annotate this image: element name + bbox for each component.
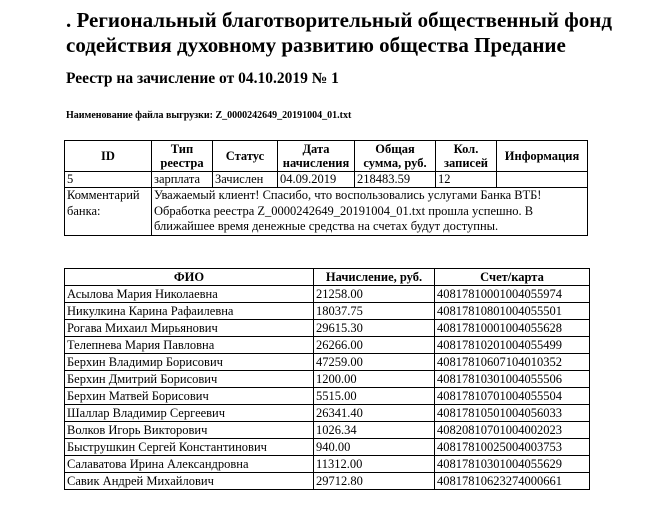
payee-amount: 47259.00 xyxy=(314,354,435,371)
registry-count: 12 xyxy=(436,172,497,188)
payee-name: Быструшкин Сергей Константинович xyxy=(65,439,314,456)
payee-amount: 5515.00 xyxy=(314,388,435,405)
table-row xyxy=(65,422,590,439)
header-count: Кол. записей xyxy=(436,141,497,172)
comment-label: Комментарий банка: xyxy=(65,188,152,236)
payee-amount: 1026.34 xyxy=(314,422,435,439)
registry-id: 5 xyxy=(65,172,152,188)
registry-table xyxy=(64,140,588,236)
payee-name: Салаватова Ирина Александровна xyxy=(65,456,314,473)
payee-amount: 26266.00 xyxy=(314,337,435,354)
header-status: Статус xyxy=(213,141,278,172)
payments-body xyxy=(65,286,590,490)
payee-name: Берхин Владимир Борисович xyxy=(65,354,314,371)
payee-account: 40817810201004055499 xyxy=(435,337,590,354)
header-info: Информация xyxy=(497,141,588,172)
payee-account: 40817810301004055506 xyxy=(435,371,590,388)
payee-account: 40817810607104010352 xyxy=(435,354,590,371)
payee-amount: 21258.00 xyxy=(314,286,435,303)
table-row xyxy=(65,286,590,303)
payee-account: 40817810001004055974 xyxy=(435,286,590,303)
header-total: Общая сумма, руб. xyxy=(355,141,436,172)
table-row xyxy=(65,473,590,490)
comment-text: Уважаемый клиент! Спасибо, что воспользовались услугами Банка ВТБ! Обработка реестра Z_0000242649_20191004_01.txt прошла успешно. В ближайшее время денежные средства на счетах будут доступны. xyxy=(152,188,588,236)
payments-table xyxy=(64,268,590,490)
payee-account: 40817810623274000661 xyxy=(435,473,590,490)
registry-type: зарплата xyxy=(152,172,213,188)
payee-account: 40817810001004055628 xyxy=(435,320,590,337)
registry-row xyxy=(65,172,588,188)
payee-amount: 11312.00 xyxy=(314,456,435,473)
table-row xyxy=(65,303,590,320)
registry-title: Реестр на зачисление от 04.10.2019 № 1 xyxy=(66,70,339,87)
payments-header-row xyxy=(65,269,590,286)
header-date: Дата начисления xyxy=(278,141,355,172)
payee-amount: 18037.75 xyxy=(314,303,435,320)
payee-name: Никулкина Карина Рафаилевна xyxy=(65,303,314,320)
registry-date: 04.09.2019 xyxy=(278,172,355,188)
table-row xyxy=(65,456,590,473)
registry-comment-row xyxy=(65,188,588,236)
page-title: . Региональный благотворительный общественный фонд содействия духовному развитию общества Предание xyxy=(66,8,612,57)
payee-account: 40817810501004056033 xyxy=(435,405,590,422)
table-row xyxy=(65,337,590,354)
header-account: Счет/карта xyxy=(435,269,590,286)
header-type: Тип реестра xyxy=(152,141,213,172)
payee-name: Телепнева Мария Павловна xyxy=(65,337,314,354)
table-row xyxy=(65,439,590,456)
payee-amount: 26341.40 xyxy=(314,405,435,422)
payee-amount: 29712.80 xyxy=(314,473,435,490)
payee-amount: 940.00 xyxy=(314,439,435,456)
table-row xyxy=(65,405,590,422)
registry-status: Зачислен xyxy=(213,172,278,188)
header-id: ID xyxy=(65,141,152,172)
file-name-label: Наименование файла выгрузки: Z_0000242649_20191004_01.txt xyxy=(66,110,352,121)
payee-name: Савик Андрей Михайлович xyxy=(65,473,314,490)
registry-header-row xyxy=(65,141,588,172)
payee-name: Берхин Дмитрий Борисович xyxy=(65,371,314,388)
payee-account: 40820810701004002023 xyxy=(435,422,590,439)
payee-name: Шаллар Владимир Сергеевич xyxy=(65,405,314,422)
payee-name: Берхин Матвей Борисович xyxy=(65,388,314,405)
payee-amount: 29615.30 xyxy=(314,320,435,337)
payee-account: 40817810301004055629 xyxy=(435,456,590,473)
payee-account: 40817810801004055501 xyxy=(435,303,590,320)
registry-total: 218483.59 xyxy=(355,172,436,188)
header-name: ФИО xyxy=(65,269,314,286)
table-row xyxy=(65,354,590,371)
registry-info xyxy=(497,172,588,188)
header-amount: Начисление, руб. xyxy=(314,269,435,286)
payee-account: 40817810701004055504 xyxy=(435,388,590,405)
table-row xyxy=(65,388,590,405)
table-row xyxy=(65,371,590,388)
payee-amount: 1200.00 xyxy=(314,371,435,388)
payee-name: Асылова Мария Николаевна xyxy=(65,286,314,303)
payee-name: Волков Игорь Викторович xyxy=(65,422,314,439)
table-row xyxy=(65,320,590,337)
payee-account: 40817810025004003753 xyxy=(435,439,590,456)
payee-name: Рогава Михаил Мирьянович xyxy=(65,320,314,337)
